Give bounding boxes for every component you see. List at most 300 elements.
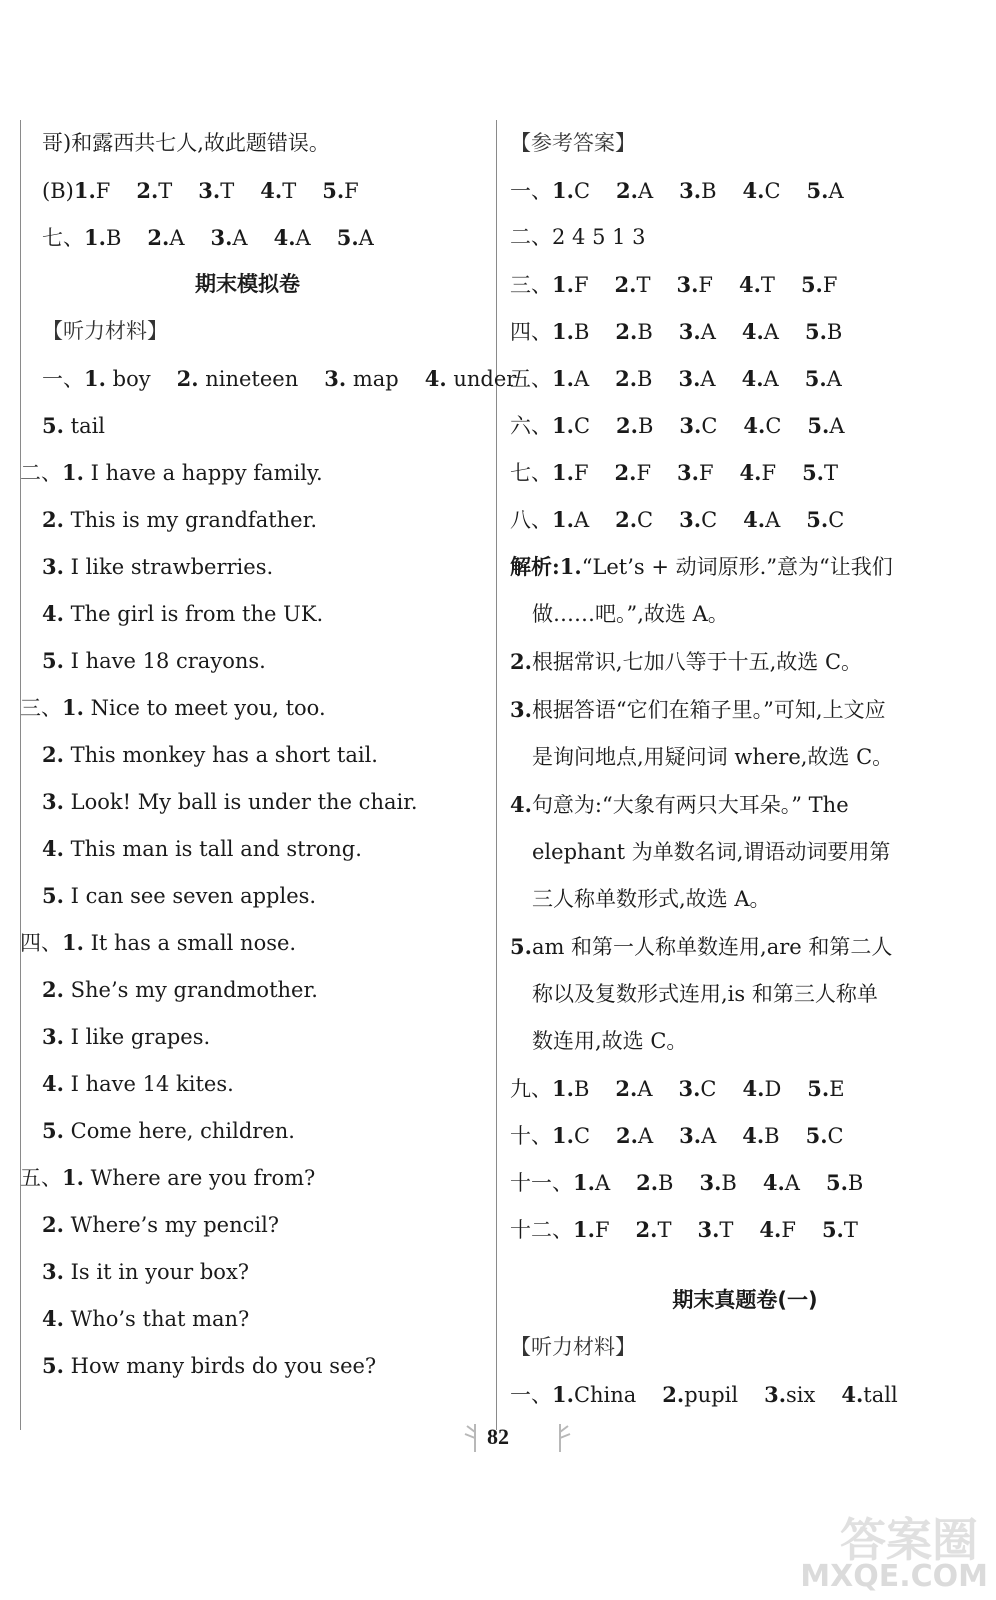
answer-number: 3. (210, 225, 233, 250)
analysis-text: 根据答语“它们在箱子里。”可知,上文应 (531, 698, 886, 722)
answer-value: A (573, 508, 590, 532)
line-text: It has a small nose. (90, 931, 297, 955)
answer-item (805, 367, 842, 391)
answer-row (510, 214, 980, 261)
answer-item (739, 273, 775, 297)
answer-item (74, 179, 111, 203)
answer-number: 5. (800, 272, 823, 297)
answer-value: B (764, 1124, 780, 1148)
answer-number: 3. (678, 319, 701, 344)
answer-value: F (573, 461, 589, 485)
answer-number: 4. (743, 413, 766, 438)
answer-number: 3. (679, 413, 702, 438)
answer-row (510, 1206, 980, 1253)
line-number: 3. (42, 554, 64, 579)
answer-number: 5. (806, 507, 829, 532)
answer-value: C (765, 414, 782, 438)
answer-number: 3. (679, 178, 702, 203)
answer-number: 3. (697, 1217, 720, 1242)
listening-line (20, 1060, 475, 1107)
answer-number: 1. (552, 319, 574, 344)
answer-item (679, 414, 717, 438)
answer-row (510, 261, 980, 308)
answer-number: 2. (662, 1382, 685, 1407)
analysis-number: 3. (510, 697, 532, 722)
answer-value: pupil (684, 1383, 739, 1407)
answer-item (425, 367, 517, 391)
answer-number: 5. (322, 178, 345, 203)
answer-item (743, 508, 780, 532)
answer-item (764, 1383, 815, 1407)
listening-line (20, 966, 475, 1013)
answer-number: 4. (424, 366, 447, 391)
analysis-label: 解析: (510, 554, 560, 579)
answer-value: A (829, 414, 845, 438)
answer-item (324, 367, 399, 391)
answer-number: 1. (552, 507, 574, 532)
answer-value: A (763, 367, 779, 391)
row-label: 二、 (510, 225, 552, 249)
answer-item (552, 367, 589, 391)
answer-value: T (657, 1218, 672, 1242)
answer-value: C (701, 508, 718, 532)
line-number: 5. (42, 883, 64, 908)
answer-number: 1. (552, 413, 574, 438)
analysis-item (510, 923, 980, 1065)
answer-value: C (764, 179, 781, 203)
answer-item (742, 1124, 779, 1148)
answer-row-seven (20, 214, 475, 261)
answer-number: 1. (552, 460, 574, 485)
answer-number: 5. (336, 225, 359, 250)
answer-item (136, 179, 172, 203)
answer-value: B (721, 1171, 737, 1195)
answer-item (198, 179, 234, 203)
last-row (510, 1371, 980, 1418)
answer-item (573, 1218, 610, 1242)
answer-item (260, 179, 296, 203)
analysis-block (510, 543, 980, 1065)
listening-line (20, 731, 475, 778)
answer-value: F (698, 273, 713, 297)
answer-value: F (698, 461, 714, 485)
line-number: 3. (42, 1024, 64, 1049)
answer-value: F (573, 273, 589, 297)
answer-value: A (826, 367, 842, 391)
listening-line (20, 637, 475, 684)
row-label: 四、 (510, 320, 552, 344)
answer-value: A (763, 320, 779, 344)
answer-item (699, 1171, 736, 1195)
answer-item (615, 367, 652, 391)
listening-line (20, 1107, 475, 1154)
answer-number: 1. (573, 1217, 595, 1242)
answer-row-b (20, 167, 475, 214)
answer-number: 2. (615, 507, 638, 532)
answer-row (510, 1159, 980, 1206)
answer-number: 1. (73, 178, 96, 203)
answer-value: under (453, 367, 517, 391)
answer-value: A (232, 226, 248, 250)
answer-number: 5. (805, 1123, 828, 1148)
answer-item (552, 179, 590, 203)
row-label: 十一、 (510, 1171, 573, 1195)
answer-item (743, 1077, 782, 1101)
answer-item (322, 179, 359, 203)
answer-value: B (847, 1171, 864, 1195)
analysis-continuation: 是询问地点,用疑问词 where,故选 C。 (532, 745, 894, 769)
answer-value: six (786, 1383, 816, 1407)
row-label: 十二、 (510, 1218, 573, 1242)
line-text: Is it in your box? (70, 1260, 250, 1284)
listening-line (20, 449, 475, 496)
answer-item (806, 508, 844, 532)
answer-value: A (765, 508, 781, 532)
analysis-continuation: elephant 为单数名词,谓语动词要用第 (532, 840, 891, 864)
answer-value: T (158, 179, 173, 203)
row-label: 六、 (510, 414, 552, 438)
answer-row (510, 449, 980, 496)
line-number: 4. (42, 601, 64, 626)
answer-value: F (822, 273, 838, 297)
answer-number: 5. (825, 1170, 848, 1195)
answer-value: A (637, 1077, 653, 1101)
listening-line (20, 684, 475, 731)
listening-line (20, 1013, 475, 1060)
answer-number: 5. (804, 319, 827, 344)
answer-value: D (764, 1077, 782, 1101)
listening-line (20, 872, 475, 919)
line-number: 2. (42, 742, 64, 767)
answer-value: C (573, 1124, 591, 1148)
answer-number: 5. (806, 178, 829, 203)
answer-number: 3. (678, 1076, 701, 1101)
answer-item (662, 1383, 738, 1407)
row-label: 八、 (510, 508, 552, 532)
line-text: I like strawberries. (70, 555, 274, 579)
ornament-right-icon (540, 1418, 580, 1458)
answer-value: A (637, 179, 654, 203)
answer-item (679, 320, 716, 344)
answer-number: 3. (679, 507, 702, 532)
answer-value: F (95, 179, 111, 203)
answer-number: 3. (198, 178, 221, 203)
listening-line (20, 543, 475, 590)
line-text: I have 14 kites. (70, 1072, 234, 1096)
answer-value: C (700, 1077, 717, 1101)
line-number: 5. (42, 648, 64, 673)
answer-number: 1. (552, 272, 574, 297)
answer-value: F (594, 1218, 610, 1242)
line-text: This is my grandfather. (70, 508, 318, 532)
answer-number: 4. (273, 225, 296, 250)
line-text: The girl is from the UK. (70, 602, 324, 626)
answer-item (552, 414, 590, 438)
listening-line (20, 778, 475, 825)
answer-item (616, 1124, 653, 1148)
row-label: 七、 (42, 226, 84, 250)
line-prefix: 二、 (20, 461, 62, 485)
answer-value: C (828, 508, 845, 532)
line-number: 1. (62, 930, 84, 955)
listening-line (20, 1201, 475, 1248)
answer-value: B (637, 414, 654, 438)
answer-number: 2. (616, 1123, 638, 1148)
answer-value: A (701, 1124, 717, 1148)
line-text: I like grapes. (70, 1025, 211, 1049)
line-number: 4. (42, 1306, 64, 1331)
answer-number: 4. (260, 178, 283, 203)
analysis-number: 4. (510, 792, 532, 817)
item-text: tail (70, 414, 106, 438)
listening-line (20, 590, 475, 637)
answer-item (678, 1077, 716, 1101)
answer-item (552, 320, 589, 344)
answer-value: T (843, 1218, 858, 1242)
answer-item (552, 1077, 589, 1101)
section-title-mock-final: 期末模拟卷 (195, 272, 300, 296)
analysis-number: 5. (510, 934, 532, 959)
answer-row (510, 1065, 980, 1112)
answer-number: 1. (84, 225, 106, 250)
answer-value: C (573, 414, 591, 438)
answer-item (337, 226, 374, 250)
analysis-text: 根据常识,七加八等于十五,故选 C。 (531, 650, 863, 674)
line-text: I have 18 crayons. (70, 649, 266, 673)
analysis-text: “Let’s + 动词原形.”意为“让我们 (581, 555, 893, 579)
answer-row (510, 308, 980, 355)
answer-item (615, 461, 652, 485)
answer-number: 4. (741, 366, 764, 391)
answer-item (573, 1171, 610, 1195)
answer-item (742, 367, 779, 391)
answer-item (636, 1171, 673, 1195)
answer-value: A (573, 367, 590, 391)
answer-rows-2 (510, 1065, 980, 1253)
answer-value: A (700, 320, 716, 344)
answer-number: 4. (759, 1217, 782, 1242)
answer-value: nineteen (205, 367, 299, 391)
part1-row (20, 355, 517, 402)
answer-number: 4. (742, 1076, 765, 1101)
answer-row (510, 1112, 980, 1159)
analysis-number: 1. (559, 554, 582, 579)
answer-value: C (701, 414, 718, 438)
answer-number: 5. (821, 1217, 844, 1242)
intro-line: 哥)和露西共七人,故此题错误。 (42, 131, 330, 155)
answer-item (616, 179, 653, 203)
analysis-continuation: 做……吧。”,故选 A。 (532, 602, 729, 626)
row-label: 一、 (510, 179, 552, 203)
answer-number: 2. (635, 1217, 658, 1242)
row-label: 一、 (510, 1383, 552, 1407)
answer-number: 3. (677, 460, 699, 485)
analysis-item (510, 686, 980, 781)
listening-line (20, 496, 475, 543)
row-label: 五、 (510, 367, 552, 391)
answer-number: 3. (676, 272, 699, 297)
answer-number: 1. (552, 1123, 574, 1148)
answer-number: 2. (616, 413, 638, 438)
answer-value: F (636, 461, 652, 485)
analysis-line (510, 543, 980, 591)
answer-value: T (636, 273, 651, 297)
line-text: This man is tall and strong. (70, 837, 362, 861)
answer-item (805, 320, 842, 344)
answer-item (552, 1124, 590, 1148)
line-number: 4. (42, 1071, 64, 1096)
answer-item (742, 320, 779, 344)
answer-item (807, 414, 844, 438)
answer-item (822, 1218, 858, 1242)
analysis-continuation: 三人称单数形式,故选 A。 (532, 887, 771, 911)
answer-number: 4. (743, 507, 766, 532)
answer-item (636, 1218, 672, 1242)
line-number: 3. (42, 789, 64, 814)
answer-value: A (358, 226, 374, 250)
line-prefix: 四、 (20, 931, 62, 955)
listening-line (20, 919, 475, 966)
answer-value: A (594, 1171, 611, 1195)
analysis-text: am 和第一人称单数连用,are 和第二人 (531, 935, 893, 959)
answer-item (841, 1383, 897, 1407)
answer-item (615, 273, 651, 297)
answer-item (84, 367, 151, 391)
line-text: I can see seven apples. (70, 884, 317, 908)
answer-value: B (573, 1077, 590, 1101)
answer-value: China (573, 1383, 637, 1407)
line-text: Come here, children. (70, 1119, 295, 1143)
answer-item (615, 1077, 652, 1101)
answer-item (826, 1171, 863, 1195)
answer-item (679, 508, 717, 532)
answer-number: 3. (764, 1382, 787, 1407)
answer-number: 1. (84, 366, 106, 391)
answer-row (510, 355, 980, 402)
line-text: Who’s that man? (70, 1307, 250, 1331)
answer-item (678, 367, 715, 391)
answer-item (147, 226, 184, 250)
listening-label-2: 【听力材料】 (510, 1335, 636, 1359)
answer-number: 1. (552, 1076, 574, 1101)
row-label: (B) (42, 179, 74, 203)
row-plain-answers: 2 4 5 1 3 (552, 225, 646, 249)
line-text: Where are you from? (90, 1166, 316, 1190)
answer-item (274, 226, 311, 250)
answer-value: A (295, 226, 311, 250)
answer-value: B (105, 226, 122, 250)
answer-value: B (658, 1171, 674, 1195)
answer-value: A (169, 226, 185, 250)
answer-row (510, 496, 980, 543)
line-number: 1. (62, 1165, 84, 1190)
answer-number: 4. (762, 1170, 785, 1195)
line-number: 2. (42, 977, 64, 1002)
line-number: 1. (62, 460, 84, 485)
line-number: 4. (42, 836, 64, 861)
answer-item (743, 414, 781, 438)
watermark-url: MXQE.COM (800, 1559, 988, 1594)
answer-value: T (824, 461, 839, 485)
answer-item (676, 273, 713, 297)
line-text: She’s my grandmother. (70, 978, 318, 1002)
answer-item (740, 461, 777, 485)
listening-line (20, 1295, 475, 1342)
analysis-text: 句意为:“大象有两只大耳朵。” The (531, 793, 849, 817)
answer-value: B (637, 367, 653, 391)
line-number: 2. (42, 507, 64, 532)
answer-number: 5. (807, 1076, 830, 1101)
answer-item (679, 179, 716, 203)
answer-value: B (701, 179, 717, 203)
answer-value: T (760, 273, 775, 297)
answer-item (807, 1077, 844, 1101)
answer-value: T (220, 179, 235, 203)
answer-value: B (637, 320, 653, 344)
answer-number: 2. (615, 1076, 638, 1101)
answer-number: 2. (615, 366, 638, 391)
answer-value: F (761, 461, 777, 485)
answer-number: 1. (552, 178, 574, 203)
analysis-continuation: 数连用,故选 C。 (532, 1029, 688, 1053)
answer-item (615, 508, 653, 532)
line-text: How many birds do you see? (70, 1354, 377, 1378)
analysis-line (510, 781, 980, 829)
line-prefix: 三、 (20, 696, 62, 720)
line-prefix: 五、 (20, 1166, 62, 1190)
line-text: Nice to meet you, too. (90, 696, 326, 720)
answer-number: 5. (807, 413, 830, 438)
answer-item (210, 226, 247, 250)
answer-item (679, 1124, 716, 1148)
answer-rows (510, 167, 980, 543)
analysis-line (510, 638, 980, 686)
answer-value: A (637, 1124, 654, 1148)
row-label: 九、 (510, 1077, 552, 1101)
answer-number: 1. (552, 1382, 574, 1407)
answer-item (615, 320, 652, 344)
line-text: I have a happy family. (90, 461, 323, 485)
answer-number: 1. (573, 1170, 595, 1195)
section-title-real-final: 期末真题卷(一) (672, 1288, 818, 1312)
analysis-item (510, 781, 980, 923)
answer-item (552, 1383, 636, 1407)
answer-value: B (573, 320, 590, 344)
line-text: Look! My ball is under the chair. (70, 790, 418, 814)
answer-item (743, 179, 781, 203)
answer-item (806, 1124, 844, 1148)
row-label: 七、 (510, 461, 552, 485)
answer-number: 5. (802, 460, 824, 485)
answer-value: C (637, 508, 654, 532)
answer-number: 3. (678, 366, 701, 391)
answer-number: 2. (147, 225, 170, 250)
page-number: 82 (487, 1424, 509, 1449)
answer-row (510, 167, 980, 214)
answer-value: map (352, 367, 399, 391)
answer-item (807, 179, 844, 203)
answer-value: T (719, 1218, 734, 1242)
answer-number: 2. (614, 272, 637, 297)
answer-value: A (784, 1171, 800, 1195)
answer-value: E (829, 1077, 845, 1101)
answer-value: B (826, 320, 843, 344)
answer-value: F (781, 1218, 796, 1242)
answer-number: 4. (742, 178, 765, 203)
answer-item (552, 273, 589, 297)
row-label: 三、 (510, 273, 552, 297)
column-divider (496, 120, 497, 1430)
